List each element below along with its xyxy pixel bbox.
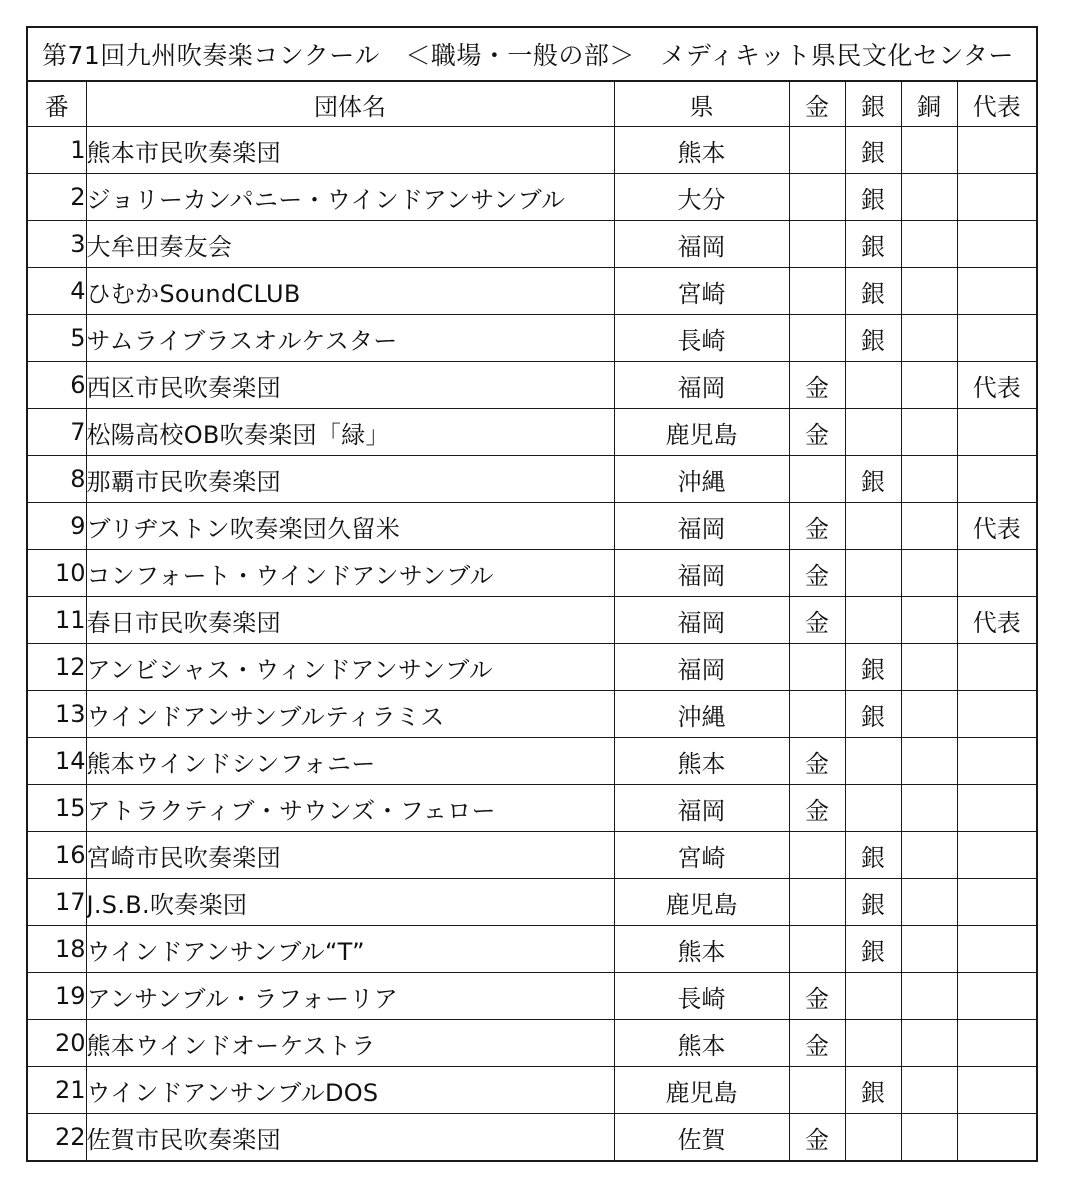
silver-award: [845, 738, 901, 785]
bronze-award: [901, 926, 957, 973]
entry-number: 6: [28, 362, 86, 409]
representative: [957, 879, 1036, 926]
representative: [957, 221, 1036, 268]
header-row: [28, 82, 1036, 127]
group-name: 佐賀市民吹奏楽団: [86, 1114, 614, 1161]
representative: 代表: [957, 362, 1036, 409]
gold-award: 金: [789, 503, 845, 550]
prefecture: 福岡: [614, 785, 789, 832]
table-row: [28, 926, 1036, 973]
table-row: [28, 644, 1036, 691]
silver-award: [845, 785, 901, 832]
gold-award: 金: [789, 738, 845, 785]
gold-award: 金: [789, 785, 845, 832]
silver-award: [845, 1114, 901, 1161]
table-row: [28, 1020, 1036, 1067]
entry-number: 1: [28, 127, 86, 174]
representative: [957, 973, 1036, 1020]
group-name: 那覇市民吹奏楽団: [86, 456, 614, 503]
group-name: ウインドアンサンブル“T”: [86, 926, 614, 973]
silver-award: 銀: [845, 221, 901, 268]
group-name: 大牟田奏友会: [86, 221, 614, 268]
group-name: ひむかSoundCLUB: [86, 268, 614, 315]
gold-award: [789, 174, 845, 221]
group-name: サムライブラスオルケスター: [86, 315, 614, 362]
prefecture: 福岡: [614, 644, 789, 691]
entry-number: 21: [28, 1067, 86, 1114]
prefecture: 宮崎: [614, 832, 789, 879]
group-name: 宮崎市民吹奏楽団: [86, 832, 614, 879]
gold-award: 金: [789, 362, 845, 409]
table-row: [28, 456, 1036, 503]
gold-award: 金: [789, 973, 845, 1020]
bronze-award: [901, 691, 957, 738]
gold-award: 金: [789, 1020, 845, 1067]
group-name: 熊本ウインドシンフォニー: [86, 738, 614, 785]
bronze-award: [901, 456, 957, 503]
table-row: [28, 973, 1036, 1020]
table-row: [28, 409, 1036, 456]
table-row: [28, 597, 1036, 644]
bronze-award: [901, 785, 957, 832]
representative: 代表: [957, 503, 1036, 550]
bronze-award: [901, 597, 957, 644]
prefecture: 福岡: [614, 550, 789, 597]
bronze-award: [901, 127, 957, 174]
prefecture: 大分: [614, 174, 789, 221]
gold-award: [789, 926, 845, 973]
group-name: 春日市民吹奏楽団: [86, 597, 614, 644]
prefecture: 福岡: [614, 503, 789, 550]
table-row: [28, 879, 1036, 926]
bronze-award: [901, 315, 957, 362]
group-name: ウインドアンサンブルティラミス: [86, 691, 614, 738]
gold-award: [789, 456, 845, 503]
entry-number: 20: [28, 1020, 86, 1067]
silver-award: 銀: [845, 832, 901, 879]
prefecture: 熊本: [614, 926, 789, 973]
representative: [957, 268, 1036, 315]
prefecture: 熊本: [614, 738, 789, 785]
header-gold: 金: [789, 82, 845, 127]
representative: [957, 127, 1036, 174]
bronze-award: [901, 1114, 957, 1161]
gold-award: [789, 221, 845, 268]
entry-number: 9: [28, 503, 86, 550]
silver-award: [845, 362, 901, 409]
table-row: [28, 785, 1036, 832]
silver-award: 銀: [845, 174, 901, 221]
gold-award: [789, 1067, 845, 1114]
table-row: [28, 362, 1036, 409]
silver-award: 銀: [845, 268, 901, 315]
table-row: [28, 832, 1036, 879]
entry-number: 12: [28, 644, 86, 691]
entry-number: 16: [28, 832, 86, 879]
entry-number: 10: [28, 550, 86, 597]
bronze-award: [901, 879, 957, 926]
group-name: アトラクティブ・サウンズ・フェロー: [86, 785, 614, 832]
silver-award: 銀: [845, 315, 901, 362]
representative: [957, 409, 1036, 456]
page-title: 第71回九州吹奏楽コンクール ＜職場・一般の部＞ メディキット県民文化センター: [28, 28, 1036, 82]
header-silver: 銀: [845, 82, 901, 127]
gold-award: [789, 315, 845, 362]
prefecture: 鹿児島: [614, 409, 789, 456]
gold-award: [789, 644, 845, 691]
representative: [957, 1067, 1036, 1114]
bronze-award: [901, 362, 957, 409]
group-name: 松陽高校OB吹奏楽団「緑」: [86, 409, 614, 456]
gold-award: 金: [789, 550, 845, 597]
prefecture: 沖縄: [614, 691, 789, 738]
bronze-award: [901, 221, 957, 268]
table-row: [28, 127, 1036, 174]
table-row: [28, 550, 1036, 597]
entry-number: 15: [28, 785, 86, 832]
group-name: コンフォート・ウインドアンサンブル: [86, 550, 614, 597]
representative: [957, 550, 1036, 597]
prefecture: 福岡: [614, 221, 789, 268]
prefecture: 長崎: [614, 973, 789, 1020]
silver-award: 銀: [845, 456, 901, 503]
entry-number: 2: [28, 174, 86, 221]
results-body: [28, 127, 1036, 1161]
gold-award: 金: [789, 597, 845, 644]
bronze-award: [901, 1067, 957, 1114]
representative: [957, 174, 1036, 221]
header-bronze: 銅: [901, 82, 957, 127]
silver-award: [845, 409, 901, 456]
silver-award: 銀: [845, 879, 901, 926]
entry-number: 4: [28, 268, 86, 315]
bronze-award: [901, 268, 957, 315]
bronze-award: [901, 644, 957, 691]
representative: [957, 832, 1036, 879]
table-row: [28, 503, 1036, 550]
bronze-award: [901, 550, 957, 597]
silver-award: [845, 973, 901, 1020]
bronze-award: [901, 1020, 957, 1067]
group-name: J.S.B.吹奏楽団: [86, 879, 614, 926]
header-number: 番: [28, 82, 86, 127]
group-name: ブリヂストン吹奏楽団久留米: [86, 503, 614, 550]
silver-award: 銀: [845, 1067, 901, 1114]
silver-award: 銀: [845, 926, 901, 973]
table-row: [28, 315, 1036, 362]
table-row: [28, 691, 1036, 738]
results-sheet: [26, 26, 1038, 1162]
representative: [957, 456, 1036, 503]
table-row: [28, 174, 1036, 221]
group-name: アンサンブル・ラフォーリア: [86, 973, 614, 1020]
prefecture: 熊本: [614, 127, 789, 174]
silver-award: [845, 597, 901, 644]
representative: [957, 1114, 1036, 1161]
representative: 代表: [957, 597, 1036, 644]
entry-number: 8: [28, 456, 86, 503]
results-table: [28, 82, 1036, 1160]
group-name: アンビシャス・ウィンドアンサンブル: [86, 644, 614, 691]
bronze-award: [901, 973, 957, 1020]
prefecture: 宮崎: [614, 268, 789, 315]
table-row: [28, 1114, 1036, 1161]
gold-award: 金: [789, 1114, 845, 1161]
entry-number: 13: [28, 691, 86, 738]
gold-award: [789, 832, 845, 879]
entry-number: 5: [28, 315, 86, 362]
entry-number: 19: [28, 973, 86, 1020]
prefecture: 長崎: [614, 315, 789, 362]
representative: [957, 738, 1036, 785]
silver-award: [845, 1020, 901, 1067]
table-row: [28, 221, 1036, 268]
header-group-name: 団体名: [86, 82, 614, 127]
silver-award: 銀: [845, 127, 901, 174]
prefecture: 福岡: [614, 362, 789, 409]
representative: [957, 785, 1036, 832]
header-representative: 代表: [957, 82, 1036, 127]
group-name: 熊本市民吹奏楽団: [86, 127, 614, 174]
bronze-award: [901, 174, 957, 221]
header-prefecture: 県: [614, 82, 789, 127]
entry-number: 11: [28, 597, 86, 644]
bronze-award: [901, 409, 957, 456]
entry-number: 14: [28, 738, 86, 785]
representative: [957, 1020, 1036, 1067]
table-row: [28, 738, 1036, 785]
representative: [957, 926, 1036, 973]
prefecture: 福岡: [614, 597, 789, 644]
group-name: ウインドアンサンブルDOS: [86, 1067, 614, 1114]
group-name: 西区市民吹奏楽団: [86, 362, 614, 409]
prefecture: 熊本: [614, 1020, 789, 1067]
prefecture: 沖縄: [614, 456, 789, 503]
representative: [957, 644, 1036, 691]
representative: [957, 691, 1036, 738]
silver-award: [845, 550, 901, 597]
gold-award: [789, 127, 845, 174]
group-name: ジョリーカンパニー・ウインドアンサンブル: [86, 174, 614, 221]
prefecture: 鹿児島: [614, 1067, 789, 1114]
representative: [957, 315, 1036, 362]
entry-number: 3: [28, 221, 86, 268]
bronze-award: [901, 503, 957, 550]
entry-number: 22: [28, 1114, 86, 1161]
entry-number: 18: [28, 926, 86, 973]
bronze-award: [901, 832, 957, 879]
entry-number: 17: [28, 879, 86, 926]
entry-number: 7: [28, 409, 86, 456]
table-row: [28, 268, 1036, 315]
silver-award: 銀: [845, 644, 901, 691]
silver-award: 銀: [845, 691, 901, 738]
gold-award: [789, 268, 845, 315]
table-row: [28, 1067, 1036, 1114]
gold-award: [789, 691, 845, 738]
silver-award: [845, 503, 901, 550]
bronze-award: [901, 738, 957, 785]
gold-award: 金: [789, 409, 845, 456]
prefecture: 鹿児島: [614, 879, 789, 926]
prefecture: 佐賀: [614, 1114, 789, 1161]
group-name: 熊本ウインドオーケストラ: [86, 1020, 614, 1067]
gold-award: [789, 879, 845, 926]
